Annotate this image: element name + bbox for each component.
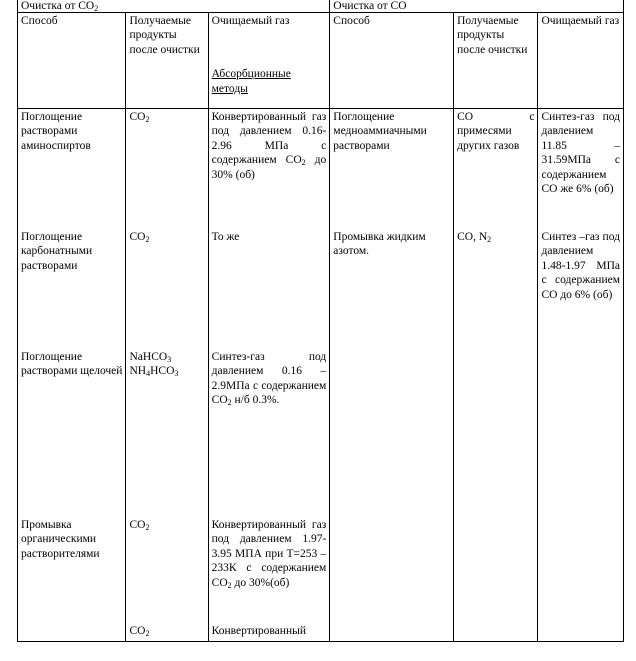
co2-gas-2: То же: [211, 231, 240, 243]
co2-product-2: $CO_2$: [129, 231, 150, 244]
co2-gas-1: Конвертированный газ под давлением 0.16-2.96 МПа с содержанием $CO_2$ до 30% (об): [211, 111, 327, 181]
co2-products-column: [126, 109, 208, 642]
co-gas-2: Синтез –газ под давлением 1.48-1.97 МПа с содержанием CO до 6% (об): [541, 231, 620, 301]
section-co-title: Очистка от CO: [330, 0, 624, 13]
co2-gas-5: Конвертированный: [211, 625, 306, 637]
co2-gas-column: [208, 109, 330, 642]
co2-gas-3: Синтез-газ под давлением 0.16 – 2.9МПа с содержанием $CO_2$ н/б 0.3%.: [211, 351, 327, 408]
co2-product-4: $CO_2$: [129, 519, 150, 532]
co-method-1: Поглощение медноаммиачными растворами: [333, 111, 427, 152]
purification-table: [17, 0, 624, 642]
co2-product-3: NaHCO$_3$ $NH_4HCO_3$: [129, 351, 179, 379]
header-method-co: Способ: [330, 13, 454, 109]
co-method-2: Промывка жидким азотом.: [333, 231, 426, 258]
co2-method-2: Поглощение карбонатными растворами: [21, 231, 93, 272]
co-gas-column: [538, 109, 624, 642]
co2-gas-4: Конвертированный газ под давлением 1.97-3.95 МПА при T=253 –233К с содержанием $CO_2$ до 30%(об): [211, 519, 327, 590]
co-product-1: CO с примесями других газов: [457, 111, 535, 152]
section-header-row: [18, 0, 624, 13]
co2-method-3: Поглощение растворами щелочей: [21, 351, 123, 378]
co2-method-1: Поглощение растворами аминоспиртов: [21, 111, 91, 152]
section-co2-title: Очистка от $CO_2$: [18, 0, 330, 13]
header-method: Способ: [18, 13, 126, 109]
co2-product-5: $CO_2$: [129, 625, 150, 638]
co-method-column: [330, 109, 454, 642]
co-product-2: CO, $N_2$: [457, 231, 492, 244]
header-products-co: Получаемые продукты после очистки: [454, 13, 538, 109]
body-row: [18, 109, 624, 642]
co2-method-column: [18, 109, 126, 642]
co-gas-1: Синтез-газ под давлением 11.85 – 31.59МПа с содержанием CO же 6% (об): [541, 111, 620, 196]
co-products-column: [454, 109, 538, 642]
co2-product-1: $CO_2$: [129, 111, 150, 124]
absorption-methods-label: Абсорбционные методы: [211, 68, 291, 95]
header-gas-co: Очищаемый газ: [538, 13, 624, 109]
co2-method-4: Промывка органическими растворителями: [21, 519, 100, 560]
column-header-row: [18, 13, 624, 109]
header-gas: Очищаемый газ Абсорбционные методы: [208, 13, 330, 109]
header-products: Получаемые продукты после очистки: [126, 13, 208, 109]
